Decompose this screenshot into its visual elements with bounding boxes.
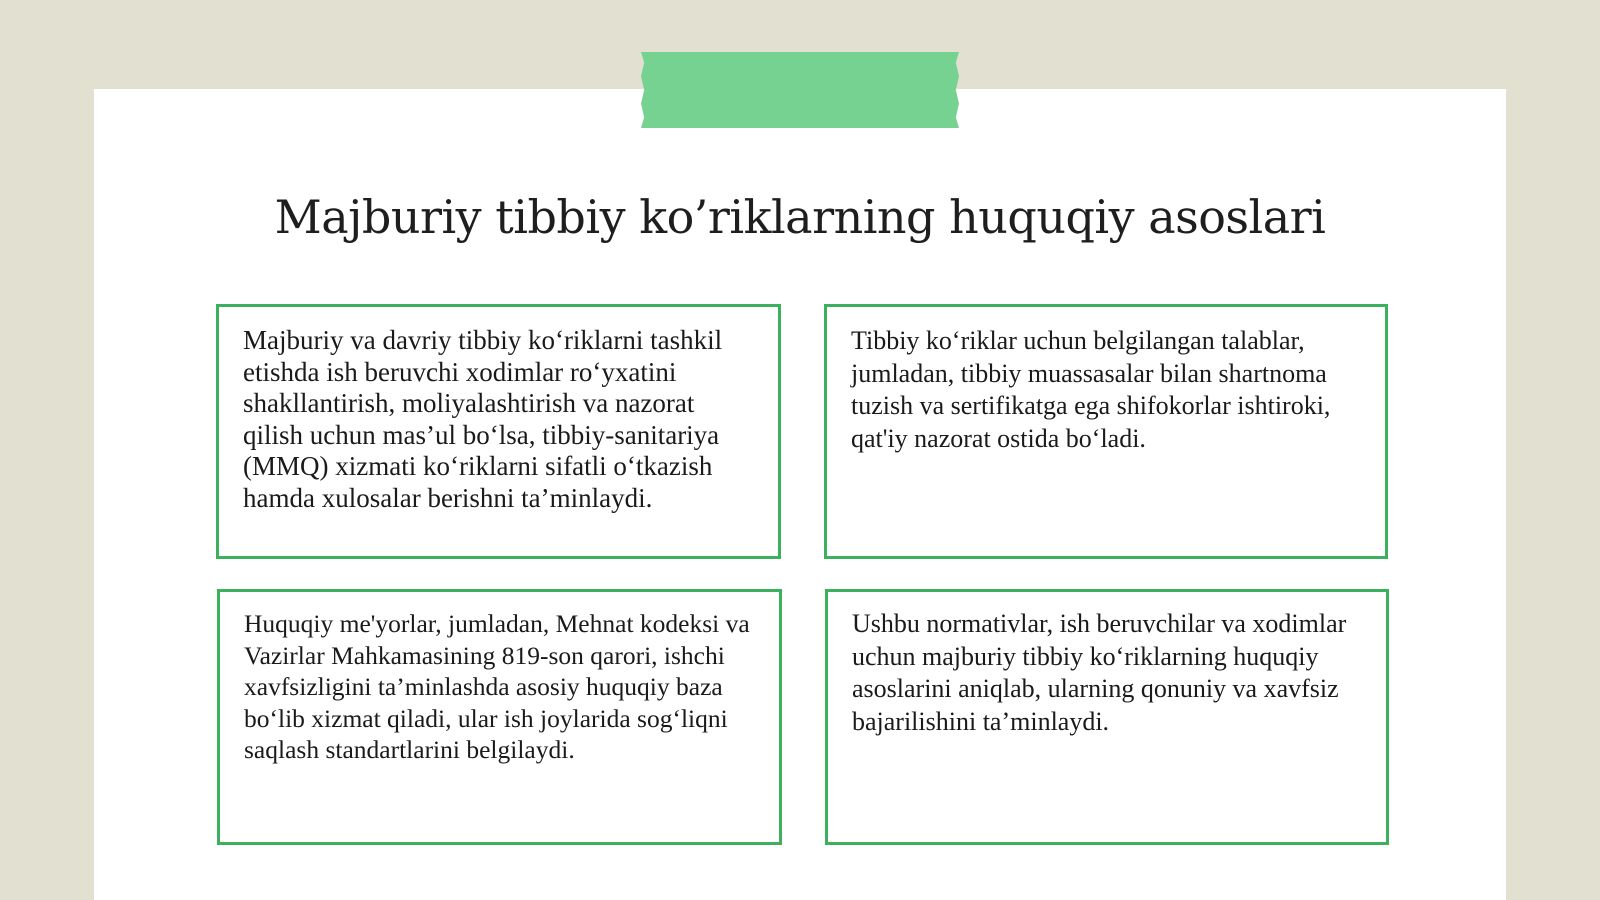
text-card-2 <box>824 304 1388 559</box>
text-card-1 <box>216 304 781 559</box>
text-card-4 <box>825 589 1389 845</box>
text-card-2-body: Tibbiy ko‘riklar uchun belgilangan talablar, jumladan, tibbiy muassasalar bilan shartnoma tuzish va sertifikatga ega shifokorlar ishtiroki, qat'iy nazorat ostida bo‘ladi. <box>851 326 1331 453</box>
text-card-1-body: Majburiy va davriy tibbiy ko‘riklarni tashkil etishda ish beruvchi xodimlar ro‘yxatini shakllantirish, moliyalashtirish va nazorat qilish uchun mas’ul bo‘lsa, tibbiy-sanitariya (MMQ) xizmati ko‘riklarni sifatli o‘tkazish hamda xulosalar berishni ta’minlaydi. <box>243 325 723 513</box>
decorative-tape <box>641 52 959 128</box>
text-card-3-body: Huquqiy me'yorlar, jumladan, Mehnat kodeksi va Vazirlar Mahkamasining 819-son qarori, ishchi xavfsizligini ta’minlashda asosiy huquqiy baza bo‘lib xizmat qiladi, ular ish joylarida sog‘liqni saqlash standartlarini belgilaydi. <box>244 609 750 764</box>
text-card-4-body: Ushbu normativlar, ish beruvchilar va xodimlar uchun majburiy tibbiy ko‘riklarning huquqiy asoslarini aniqlab, ularning qonuniy va xavfsiz bajarilishini ta’minlaydi. <box>852 609 1347 736</box>
text-card-3 <box>217 589 782 845</box>
slide-title: Majburiy tibbiy ko’riklarning huquqiy asoslari <box>274 190 1326 244</box>
